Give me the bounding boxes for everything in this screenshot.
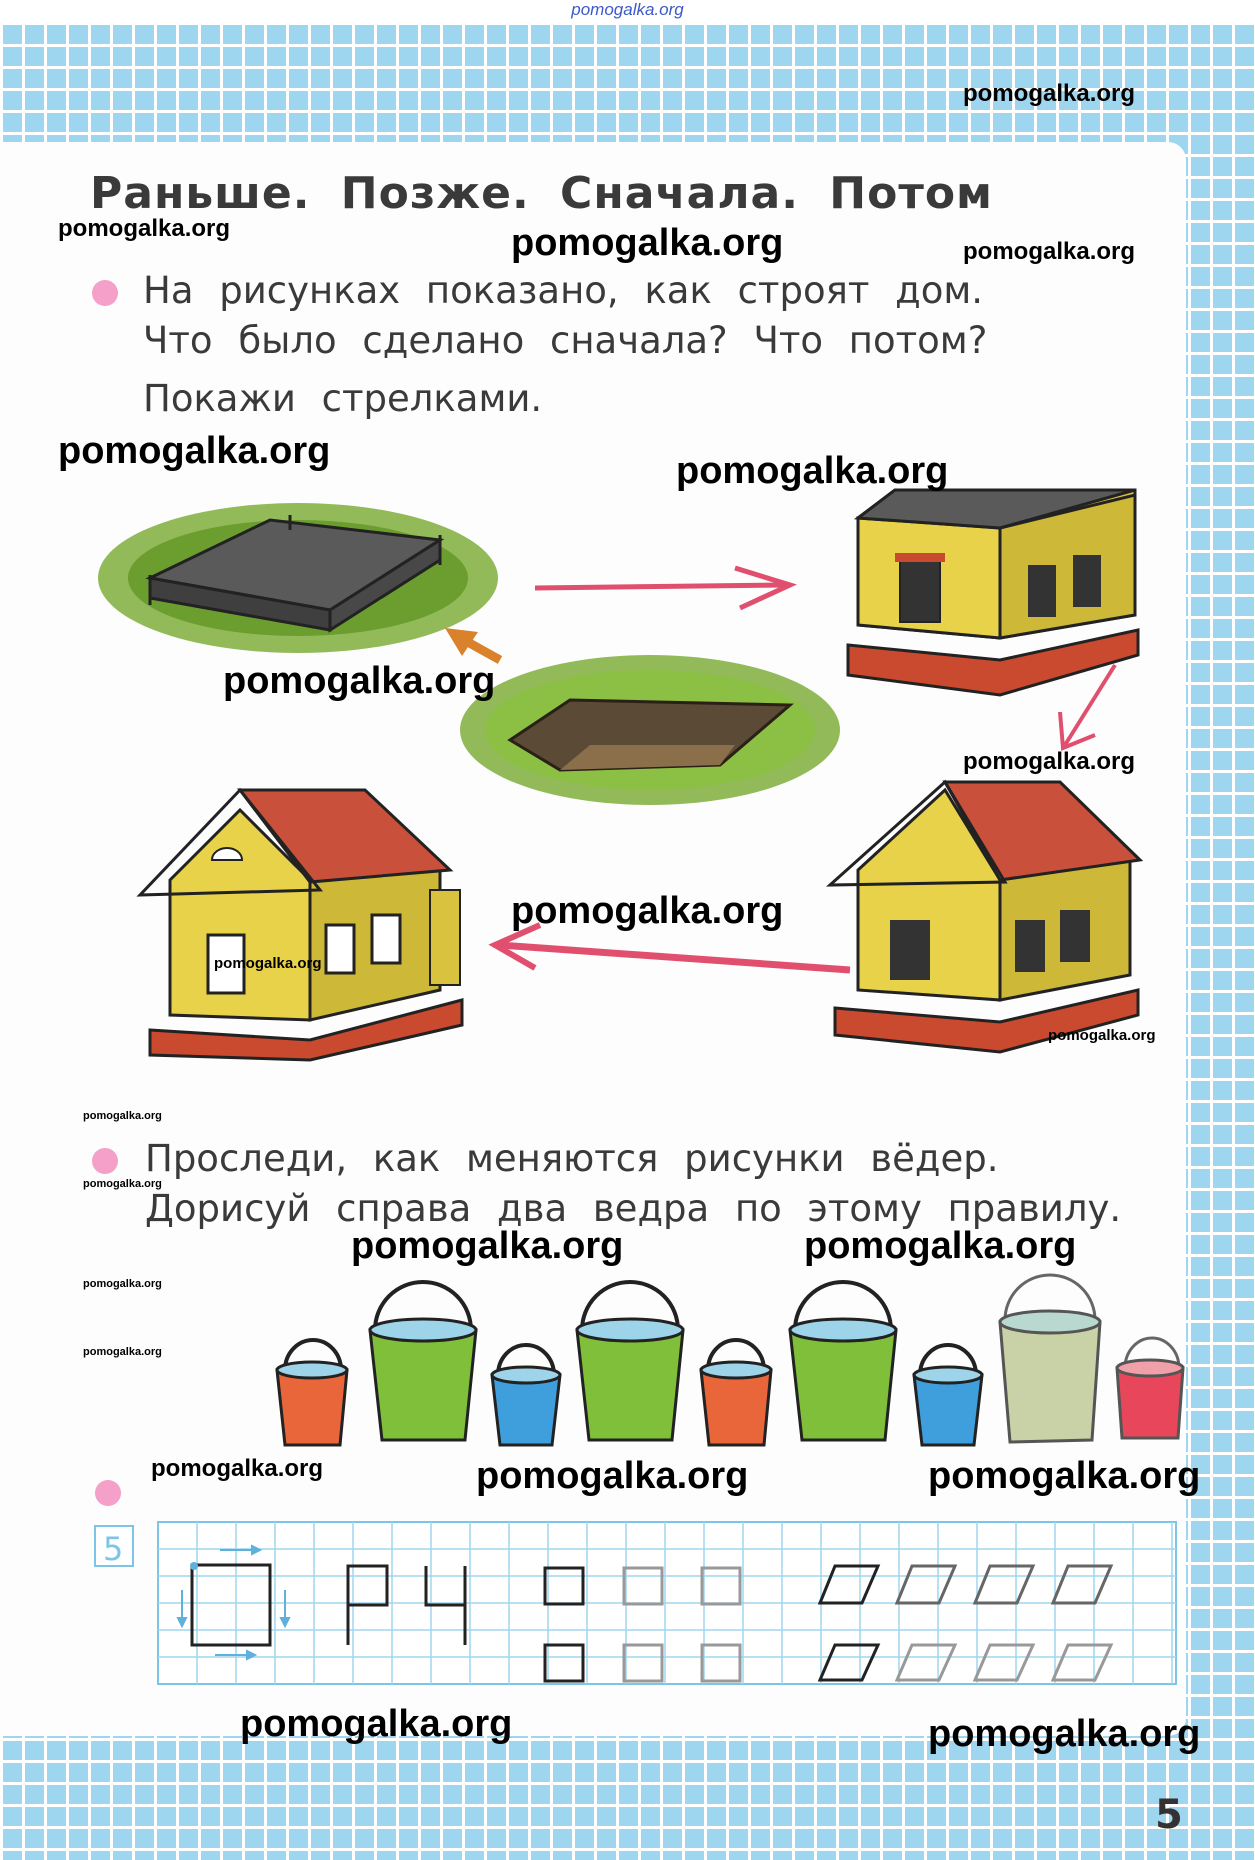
watermark: pomogalka.org <box>214 955 322 972</box>
top-link[interactable]: pomogalka.org <box>571 0 684 19</box>
watermark: pomogalka.org <box>58 430 331 472</box>
bucket-small-drawn <box>1117 1338 1183 1438</box>
house-walls-illustration <box>848 490 1138 695</box>
watermark: pomogalka.org <box>83 1346 162 1358</box>
watermark: pomogalka.org <box>58 215 231 242</box>
bucket-large-green-2 <box>577 1282 683 1440</box>
house-roof-illustration <box>830 782 1140 1052</box>
watermark: pomogalka.org <box>476 1455 749 1497</box>
exercise-grid <box>95 1522 1176 1684</box>
arrow-foundation-to-walls <box>535 568 790 608</box>
watermark: pomogalka.org <box>928 1455 1201 1497</box>
watermark: pomogalka.org <box>83 1278 162 1290</box>
watermark: pomogalka.org <box>223 660 496 702</box>
watermark: pomogalka.org <box>928 1713 1201 1755</box>
arrow-pit-to-foundation <box>445 628 500 660</box>
watermark: pomogalka.org <box>240 1703 513 1745</box>
watermark: pomogalka.org <box>804 1225 1077 1267</box>
watermark: pomogalka.org <box>351 1225 624 1267</box>
watermark: pomogalka.org <box>151 1455 324 1482</box>
bucket-small-blue-2 <box>914 1345 982 1445</box>
task1-line3: Покажи стрелками. <box>143 377 543 420</box>
task1-line2: Что было сделано сначала? Что потом? <box>143 319 988 362</box>
task2-line1: Проследи, как меняются рисунки вёдер. <box>145 1137 999 1180</box>
watermark: pomogalka.org <box>83 1110 162 1122</box>
bucket-large-drawn <box>1000 1275 1100 1442</box>
watermark: pomogalka.org <box>83 1178 162 1190</box>
foundation-illustration <box>98 503 498 653</box>
page-title: Раньше. Позже. Сначала. Потом <box>90 168 994 219</box>
watermark: pomogalka.org <box>963 748 1136 775</box>
bucket-large-green-3 <box>790 1282 896 1440</box>
watermark: pomogalka.org <box>963 238 1136 265</box>
watermark: pomogalka.org <box>511 222 784 264</box>
watermark: pomogalka.org <box>511 890 784 932</box>
watermark: pomogalka.org <box>1048 1027 1156 1044</box>
task2-line2: Дорисуй справа два ведра по этому правилу. <box>145 1187 1122 1230</box>
task1-line1: На рисунках показано, как строят дом. <box>143 269 984 312</box>
buckets-row <box>277 1275 1183 1445</box>
bucket-small-blue-1 <box>492 1345 560 1445</box>
bucket-small-orange-1 <box>277 1340 347 1445</box>
bucket-small-orange-2 <box>701 1340 771 1445</box>
house-finished-illustration <box>140 790 462 1060</box>
watermark: pomogalka.org <box>676 450 949 492</box>
page-number: 5 <box>1155 1792 1183 1838</box>
watermark: pomogalka.org <box>963 80 1136 107</box>
task3-number: 5 <box>103 1530 124 1568</box>
arrow-walls-to-roof <box>1060 665 1115 748</box>
bucket-large-green-1 <box>370 1282 476 1440</box>
pit-illustration <box>460 655 840 805</box>
